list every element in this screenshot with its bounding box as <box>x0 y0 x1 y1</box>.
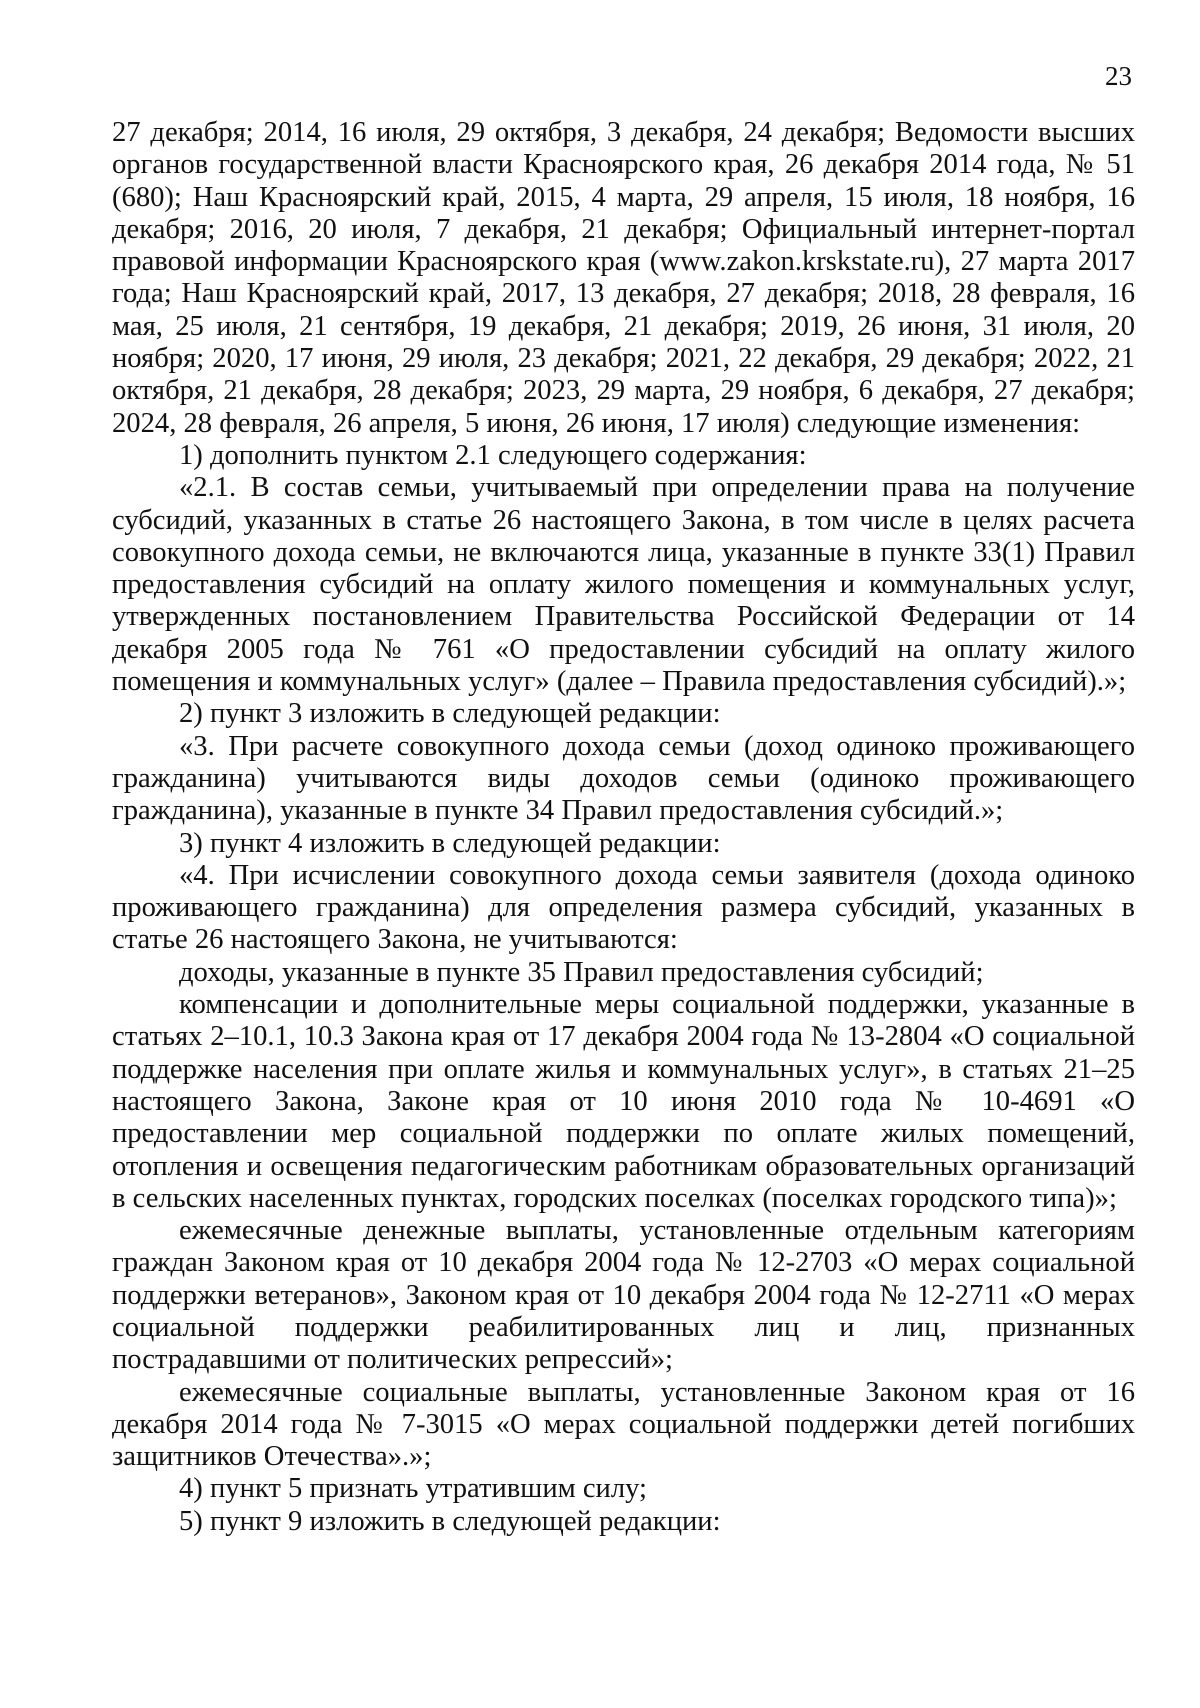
paragraph: 1) дополнить пунктом 2.1 следующего содержания: <box>179 439 807 471</box>
paragraph: «3. При расчете совокупного дохода семьи (доход одиноко проживающего гражданина) учитываются виды доходов семьи (одиноко проживающего гражданина), указанные в пункте 34 Правил предоставления субсидий.»; <box>112 730 1135 827</box>
document-body <box>112 117 1135 1538</box>
paragraph: ежемесячные денежные выплаты, установленные отдельным категориям граждан Законом края от 10 декабря 2004 года № 12-2703 «О мерах социальной поддержки ветеранов», Законом края от 10 декабря 2004 года № 12-2711 «О мерах социальной поддержки реабилитированных лиц и лиц, признанных пострадавшими от политических репрессий»; <box>112 1215 1135 1376</box>
paragraph: 2) пункт 3 изложить в следующей редакции: <box>179 698 721 730</box>
page-number: 23 <box>1105 61 1132 91</box>
paragraph: компенсации и дополнительные меры социальной поддержки, указанные в статьях 2–10.1, 10.3 Закона края от 17 декабря 2004 года № 13-2804 «О социальной поддержке населения при оплате жилья и коммунальных услуг», в статьях 21–25 настоящего Закона, Законе края от 10 июня 2010 года № 10-4691 «О предоставлении мер социальной поддержки по оплате жилых помещений, отопления и освещения педагогическим работникам образовательных организаций в сельских населенных пунктах, городских поселках (поселках городского типа)»; <box>112 989 1135 1214</box>
paragraph: 3) пункт 4 изложить в следующей редакции: <box>179 827 721 859</box>
paragraph: 27 декабря; 2014, 16 июля, 29 октября, 3 декабря, 24 декабря; Ведомости высших органов государственной власти Красноярского края, 26 декабря 2014 года, № 51 (680); Наш Красноярский край, 2015, 4 марта, 29 апреля, 15 июля, 18 ноября, 16 декабря; 2016, 20 июля, 7 декабря, 21 декабря; Официальный интернет-портал правовой информации Красноярского края (www.zakon.krskstate.ru), 27 марта 2017 года; Наш Красноярский край, 2017, 13 декабря, 27 декабря; 2018, 28 февраля, 16 мая, 25 июля, 21 сентября, 19 декабря, 21 декабря; 2019, 26 июня, 31 июля, 20 ноября; 2020, 17 июня, 29 июля, 23 декабря; 2021, 22 декабря, 29 декабря; 2022, 21 октября, 21 декабря, 28 декабря; 2023, 29 марта, 29 ноября, 6 декабря, 27 декабря; 2024, 28 февраля, 26 апреля, 5 июня, 26 июня, 17 июля) следующие изменения: <box>112 117 1135 439</box>
paragraph: «2.1. В состав семьи, учитываемый при определении права на получение субсидий, указанных в статье 26 настоящего Закона, в том числе в целях расчета совокупного дохода семьи, не включаются лица, указанные в пункте 33(1) Правил предоставления субсидий на оплату жилого помещения и коммунальных услуг, утвержденных постановлением Правительства Российской Федерации от 14 декабря 2005 года № 761 «О предоставлении субсидий на оплату жилого помещения и коммунальных услуг» (далее – Правила предоставления субсидий).»; <box>112 472 1135 698</box>
paragraph: 5) пункт 9 изложить в следующей редакции: <box>179 1505 721 1537</box>
paragraph: ежемесячные социальные выплаты, установленные Законом края от 16 декабря 2014 года № 7-3015 «О мерах социальной поддержки детей погибших защитников Отечества».»; <box>112 1376 1135 1473</box>
paragraph: доходы, указанные в пункте 35 Правил предоставления субсидий; <box>179 956 984 988</box>
paragraph: 4) пункт 5 признать утратившим силу; <box>179 1473 647 1505</box>
paragraph: «4. При исчислении совокупного дохода семьи заявителя (дохода одиноко проживающего гражданина) для определения размера субсидий, указанных в статье 26 настоящего Закона, не учитываются: <box>112 859 1135 956</box>
